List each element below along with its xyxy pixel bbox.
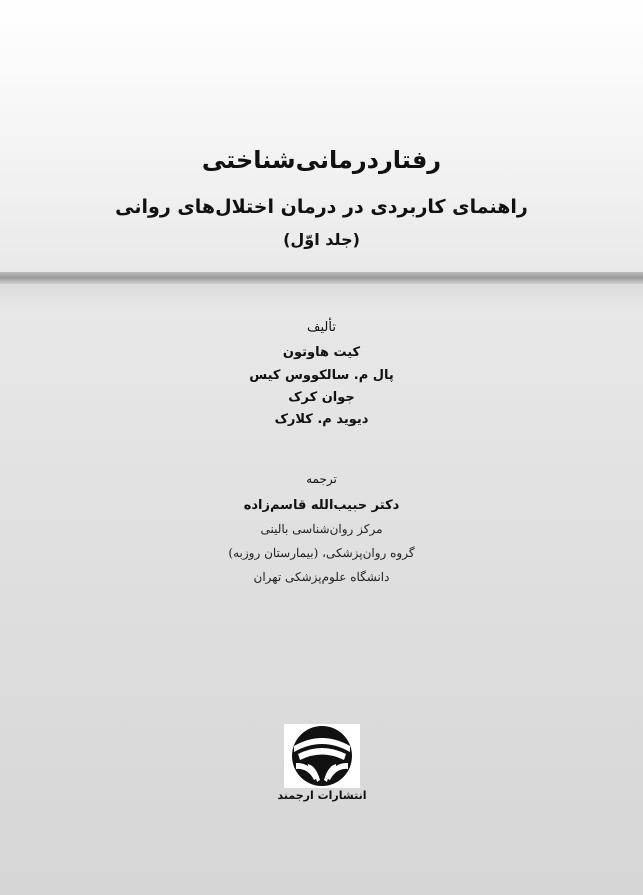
translation-label: ترجمه bbox=[306, 472, 337, 486]
publisher-name: انتشارات ارجمند bbox=[277, 789, 367, 802]
translator-affiliation: مرکز روان‌شناسی بالینی bbox=[260, 522, 383, 536]
translator-affiliation: گروه روان‌پزشکی، (بیمارستان روزبه) bbox=[228, 546, 415, 560]
book-subtitle: راهنمای کاربردی در درمان اختلال‌های روانی bbox=[115, 196, 528, 218]
volume-label: (جلد اوّل) bbox=[283, 230, 360, 249]
authors-label: تألیف bbox=[307, 320, 336, 335]
author-name: جوان کرک bbox=[288, 390, 355, 405]
author-name: پال م. سالکووس کیس bbox=[249, 368, 394, 383]
author-name: دیوید م. کلارک bbox=[274, 412, 369, 427]
divider-shadow bbox=[0, 284, 643, 308]
book-title: رفتاردرمانی‌شناختی bbox=[201, 146, 442, 174]
arjmand-publisher-logo-icon bbox=[284, 724, 360, 788]
translator-affiliation: دانشگاه علوم‌پزشکی تهران bbox=[253, 570, 390, 584]
translator-name: دکتر حبیب‌الله قاسم‌زاده bbox=[243, 498, 400, 513]
author-name: کیت هاوتون bbox=[282, 345, 361, 360]
divider-band bbox=[0, 272, 643, 284]
